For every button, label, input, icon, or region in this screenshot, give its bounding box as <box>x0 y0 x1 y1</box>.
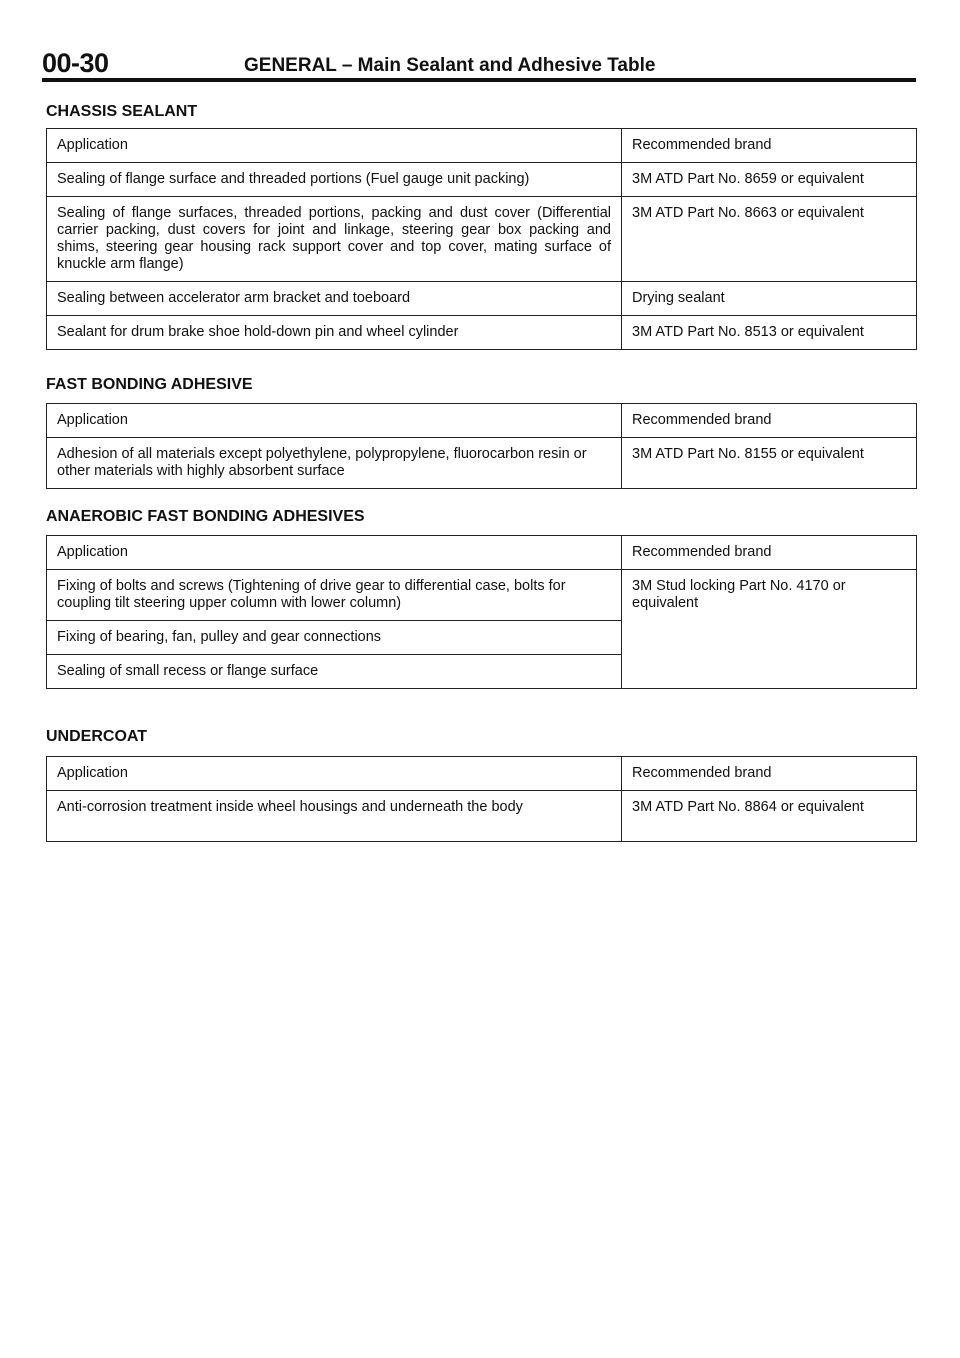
brand-cell: 3M ATD Part No. 8864 or equivalent <box>622 791 917 842</box>
application-cell: Fixing of bearing, fan, pulley and gear connections <box>47 621 622 655</box>
brand-cell: 3M ATD Part No. 8659 or equivalent <box>622 163 917 197</box>
column-header-application: Application <box>47 129 622 163</box>
header-rule <box>42 78 916 82</box>
brand-cell: Drying sealant <box>622 282 917 316</box>
application-cell: Sealant for drum brake shoe hold-down pin and wheel cylinder <box>47 316 622 350</box>
section-title-undercoat: UNDERCOAT <box>46 728 148 745</box>
table-header-row <box>47 757 917 791</box>
table-row <box>47 316 917 350</box>
section-title-fast-bonding-adhesive: FAST BONDING ADHESIVE <box>46 376 253 393</box>
table-row <box>47 791 917 842</box>
application-cell: Fixing of bolts and screws (Tightening of drive gear to differential case, bolts for coupling tilt steering upper column with lower column) <box>47 570 622 621</box>
column-header-application: Application <box>47 757 622 791</box>
fast-bonding-adhesive-table <box>46 403 917 489</box>
table-header-row <box>47 536 917 570</box>
table-row <box>47 163 917 197</box>
anaerobic-adhesives-table <box>46 535 917 689</box>
brand-cell: 3M Stud locking Part No. 4170 or equivalent <box>622 570 917 689</box>
application-cell: Sealing of small recess or flange surface <box>47 655 622 689</box>
brand-cell: 3M ATD Part No. 8155 or equivalent <box>622 438 917 489</box>
column-header-brand: Recommended brand <box>622 757 917 791</box>
column-header-brand: Recommended brand <box>622 536 917 570</box>
application-cell: Adhesion of all materials except polyethylene, polypropylene, fluorocarbon resin or other materials with highly absorbent surface <box>47 438 622 489</box>
table-row <box>47 197 917 282</box>
column-header-brand: Recommended brand <box>622 404 917 438</box>
table-row <box>47 282 917 316</box>
column-header-brand: Recommended brand <box>622 129 917 163</box>
section-title-anaerobic-fast-bonding-adhesives: ANAEROBIC FAST BONDING ADHESIVES <box>46 508 365 525</box>
application-cell: Sealing between accelerator arm bracket and toeboard <box>47 282 622 316</box>
undercoat-table <box>46 756 917 842</box>
table-header-row <box>47 129 917 163</box>
application-cell: Anti-corrosion treatment inside wheel housings and underneath the body <box>47 791 622 842</box>
page-number: 00-30 <box>42 48 109 78</box>
table-row <box>47 570 917 621</box>
page-title: GENERAL – Main Sealant and Adhesive Table <box>244 55 656 76</box>
column-header-application: Application <box>47 536 622 570</box>
chassis-sealant-table <box>46 128 917 350</box>
brand-cell: 3M ATD Part No. 8513 or equivalent <box>622 316 917 350</box>
table-row <box>47 438 917 489</box>
application-cell: Sealing of flange surfaces, threaded portions, packing and dust cover (Differential carrier packing, dust covers for joint and linkage, steering gear box packing and shims, steering gear housing rack support cover and top cover, mating surface of knuckle arm flange) <box>47 197 622 282</box>
section-title-chassis-sealant: CHASSIS SEALANT <box>46 103 198 120</box>
table-header-row <box>47 404 917 438</box>
application-cell: Sealing of flange surface and threaded portions (Fuel gauge unit packing) <box>47 163 622 197</box>
brand-cell: 3M ATD Part No. 8663 or equivalent <box>622 197 917 282</box>
column-header-application: Application <box>47 404 622 438</box>
